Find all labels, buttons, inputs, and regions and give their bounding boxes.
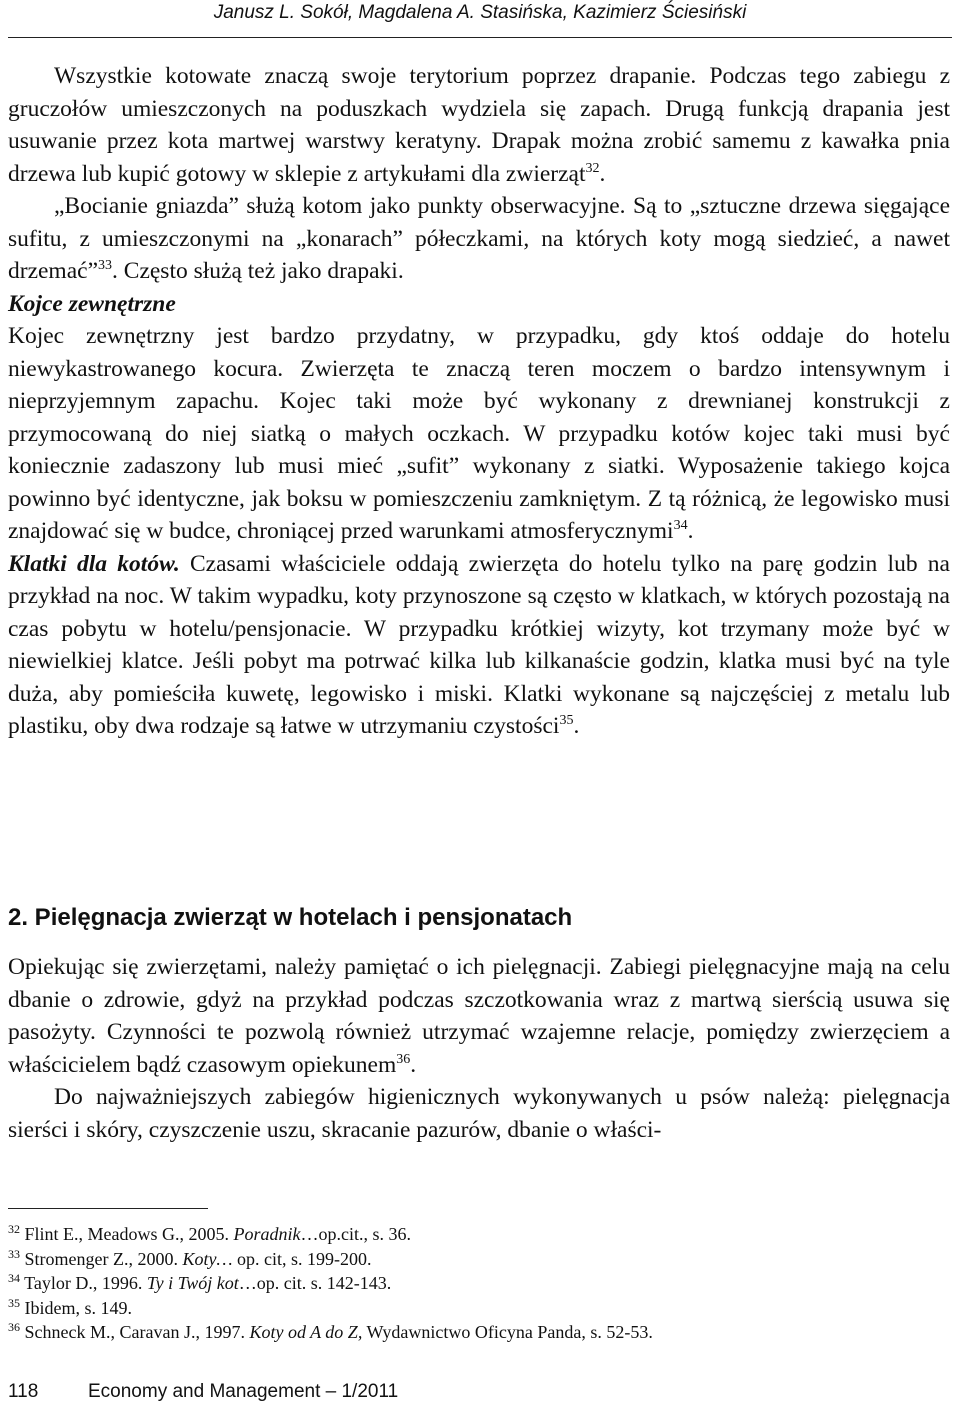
footnote-text: op. cit, s. 199-200. [232,1248,372,1269]
footnote-text: Wydawnictwo Oficyna Panda, s. 52-53. [362,1322,653,1342]
paragraph-text: „Bocianie gniazda” służą kotom jako punkty obserwacyjne. Są to „sztuczne drzewa sięgające sufitu, z umieszczonymi na „konarach” półeczkami, na których koty mogą siedzieć, a nawet drzemać” [8,193,950,284]
paragraph-text: . [599,160,606,187]
footnotes [8,1222,950,1345]
paragraph-pielegnacja [8,951,950,1081]
page-footer [8,1381,950,1403]
paragraph-kojce [8,320,950,548]
footnote-text: Flint E., Meadows G., 2005. [20,1224,234,1244]
footnote-item [8,1320,950,1345]
paragraph-bocianie-gniazda [8,190,950,288]
footnote-ref[interactable]: 36 [396,1051,411,1067]
paragraph-klatki [8,548,950,743]
footnote-item [8,1247,950,1272]
paragraph-zabiegi: Do najważniejszych zabiegów higienicznych wykonywanych u psów należą: pielęgnacja sierści i skóry, czyszczenie uszu, skracanie pazurów, dbanie o właści- [8,1084,950,1143]
footnote-item [8,1271,950,1296]
running-head: Janusz L. Sokół, Magdalena A. Stasińska, Kazimierz Ściesiński [213,2,747,23]
subheading-klatki: Klatki dla kotów. [8,550,180,577]
footnote-text: …op.cit., s. 36. [300,1224,411,1244]
footnote-number: 33 [8,1246,20,1261]
footnote-ref[interactable]: 33 [98,258,113,274]
paragraph-text: Czasami właściciele oddają zwierzęta do hotelu tylko na parę godzin lub na przykład na noc. W takim wypadku, koty przynoszone są często w klatkach, w których pozostają na czas pobytu w hotelu/pensjonacie. W przypadku krótkiej wizyty, kot trzymany może być w niewielkiej klatce. Jeśli pobyt ma potrwać kilka lub kilkanaście godzin, klatka musi być na tyle duża, aby pomieściła kuwetę, legowisko i miski. Klatki wykonane są najczęściej z metalu lub plastiku, oby dwa rodzaje są łatwe w utrzymaniu czystości [8,550,950,739]
section-heading: 2. Pielęgnacja zwierząt w hotelach i pensjonatach [8,904,573,931]
footnote-text: Taylor D., 1996. [20,1273,147,1293]
subheading-kojce: Kojce zewnętrzne [8,290,176,317]
body-text-upper [8,60,950,743]
paragraph-text: . Często służą też jako drapaki. [112,258,404,284]
journal-name: Economy and Management – 1/2011 [88,1381,399,1402]
body-text-lower [8,951,950,1146]
header-rule [8,37,952,38]
paragraph-text: Kojec zewnętrzny jest bardzo przydatny, w przypadku, gdy ktoś oddaje do hotelu niewykastrowanego kocura. Zwierzęta te znaczą teren moczem o bardzo intensywnym i nieprzyjemnym zapachu. Kojec taki może być wykonany z drewnianej konstrukcji z przymocowaną do niej siatką o małych oczkach. W przypadku kotów kojec taki musi być koniecznie zadaszony lub musi mieć „sufit” wykonany z siatki. Wyposażenie takiego kojca powinno być identyczne, jak boksu w pomieszczeniu zamkniętym. Z tą różnicą, że legowisko musi znajdować się w budce, chroniącej przed warunkami atmosferycznymi [8,323,950,544]
footnote-title: Koty od A do Z, [249,1322,363,1342]
page-number: 118 [8,1381,39,1402]
footnote-title: Ty i Twój kot [146,1273,239,1293]
footnote-item [8,1222,950,1247]
footnote-text: …op. cit. s. 142-143. [238,1273,392,1293]
paragraph-drapanie [8,60,950,190]
footnote-text: Ibidem, s. 149. [20,1297,132,1318]
footnote-text: Stromenger Z., 2000. [20,1248,183,1269]
footnote-title: Poradnik [233,1224,301,1244]
paragraph-text: Opiekując się zwierzętami, należy pamiętać o ich pielęgnacji. Zabiegi pielęgnacyjne mają na celu dbanie o zdrowie, gdyż na przykład podczas szczotkowania wraz z martwą sierścią usuwa się pasożyty. Czynności te pozwolą również utrzymać wzajemne relacje, pomiędzy zwierzęciem a właścicielem bądź czasowym opiekunem [8,954,950,1078]
footnote-number: 35 [8,1295,20,1310]
footnote-number: 34 [8,1271,20,1285]
footnote-ref[interactable]: 34 [673,518,688,534]
paragraph-text: . [687,518,694,544]
paragraph-text: . [573,713,580,739]
paragraph-text: . [410,1051,417,1078]
footnote-number: 32 [8,1222,20,1236]
paragraph-text: Wszystkie kotowate znaczą swoje terytorium poprzez drapanie. Podczas tego zabiegu z gruczołów umieszczonych na poduszkach wydziela się zapach. Drugą funkcją drapania jest usuwanie przez kota martwej warstwy keratyny. Drapak można zrobić samemu z kawałka pnia drzewa lub kupić gotowy w sklepie z artykułami dla zwierząt [8,63,950,187]
footnote-text: Schneck M., Caravan J., 1997. [20,1322,250,1342]
footnote-item [8,1296,950,1321]
footnote-rule [8,1208,208,1209]
footnote-ref[interactable]: 32 [585,160,600,176]
footnote-title: Koty… [182,1248,233,1269]
footnote-ref[interactable]: 35 [559,713,574,729]
footnote-number: 36 [8,1320,20,1334]
